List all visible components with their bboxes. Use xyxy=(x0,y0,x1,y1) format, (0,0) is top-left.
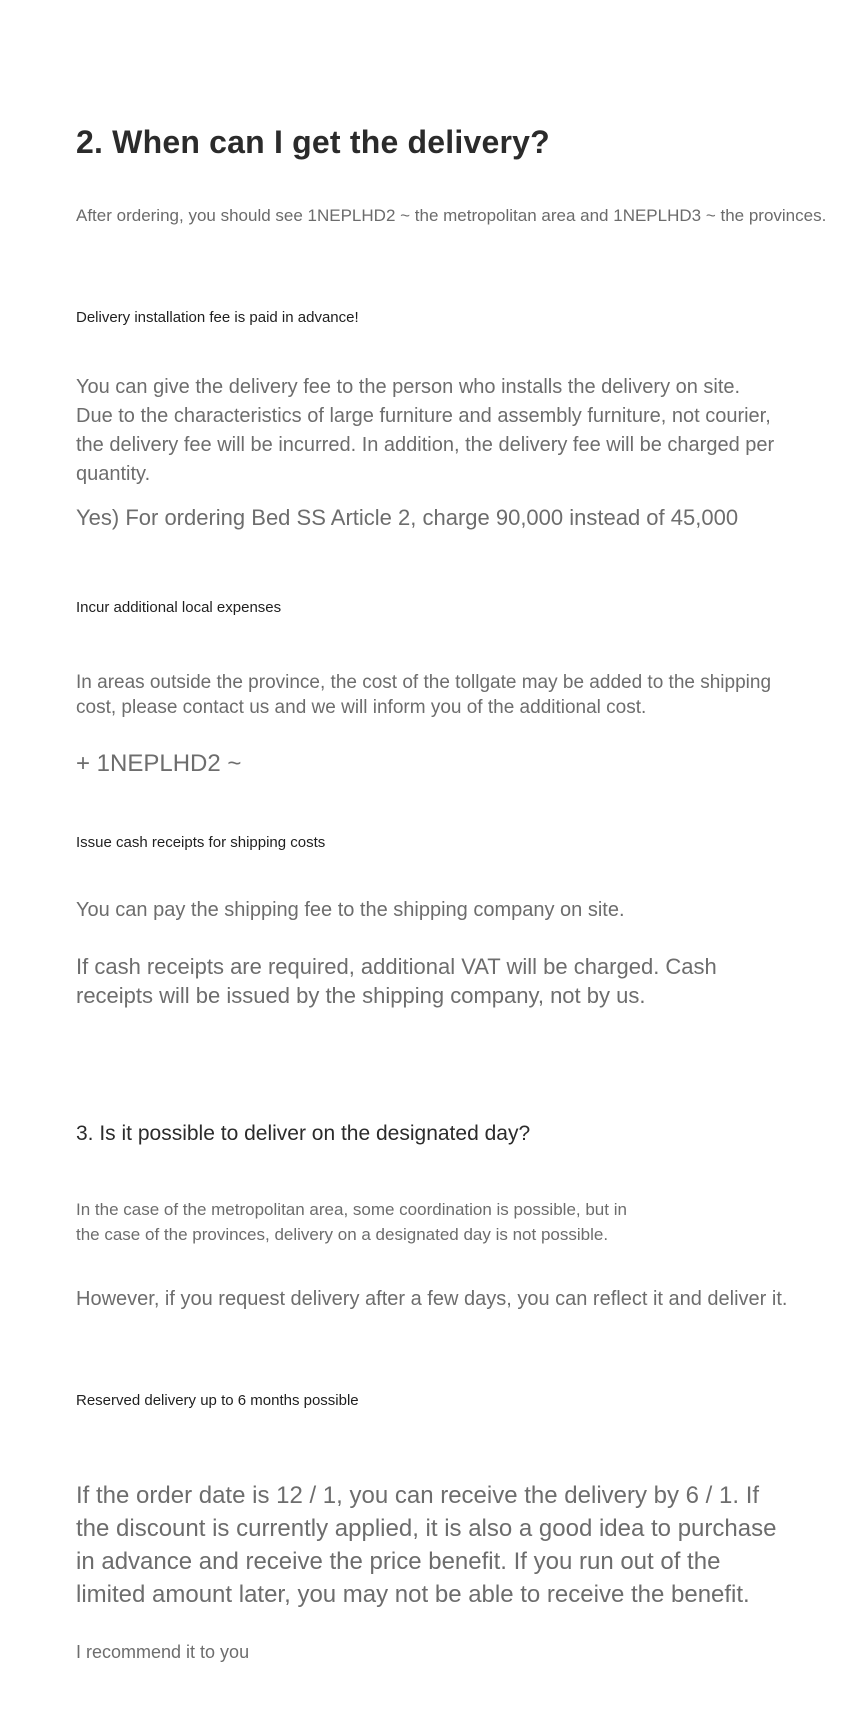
local-code-text: + 1NEPLHD2 ~ xyxy=(76,750,242,777)
label-local-expenses: Incur additional local expenses xyxy=(76,599,282,616)
reserved-delivery-text: If the order date is 12 / 1, you can receive the delivery by 6 / 1. If the discount is currently applied, it is also a good idea to purchase in advance and receive the price benefit. If you run out of the limited amount later, you may not be able to receive the benefit. xyxy=(76,1482,777,1608)
cash-receipts-text-2: If cash receipts are required, additional VAT will be charged. Cash receipts will be issued by the shipping company, not by us. xyxy=(76,954,717,1008)
cash-receipts-text-1: You can pay the shipping fee to the shipping company on site. xyxy=(76,899,625,921)
designated-day-however: However, if you request delivery after a few days, you can reflect it and deliver it. xyxy=(76,1288,788,1310)
label-advance-fee: Delivery installation fee is paid in advance! xyxy=(76,309,359,326)
label-cash-receipts: Issue cash receipts for shipping costs xyxy=(76,834,326,851)
recommend-text: I recommend it to you xyxy=(76,1642,250,1662)
section-title-designated-day: 3. Is it possible to deliver on the designated day? xyxy=(76,1122,531,1145)
example-charge-text: Yes) For ordering Bed SS Article 2, charge 90,000 instead of 45,000 xyxy=(76,505,739,530)
label-reserved-delivery: Reserved delivery up to 6 months possible xyxy=(76,1392,359,1409)
delivery-time-lead: After ordering, you should see 1NEPLHD2 ~ the metropolitan area and 1NEPLHD3 ~ the provinces. xyxy=(76,206,827,225)
designated-day-intro: In the case of the metropolitan area, some coordination is possible, but in the case of the provinces, delivery on a designated day is not possible. xyxy=(76,1200,627,1244)
advance-fee-text: You can give the delivery fee to the person who installs the delivery on site. Due to the characteristics of large furniture and assembly furniture, not courier, the delivery fee will be incurred. In addition, the delivery fee will be charged per quantity. xyxy=(76,376,775,485)
section-title-delivery-time: 2. When can I get the delivery? xyxy=(76,124,550,160)
local-expenses-text: In areas outside the province, the cost of the tollgate may be added to the shipping cost, please contact us and we will inform you of the additional cost. xyxy=(76,672,772,718)
